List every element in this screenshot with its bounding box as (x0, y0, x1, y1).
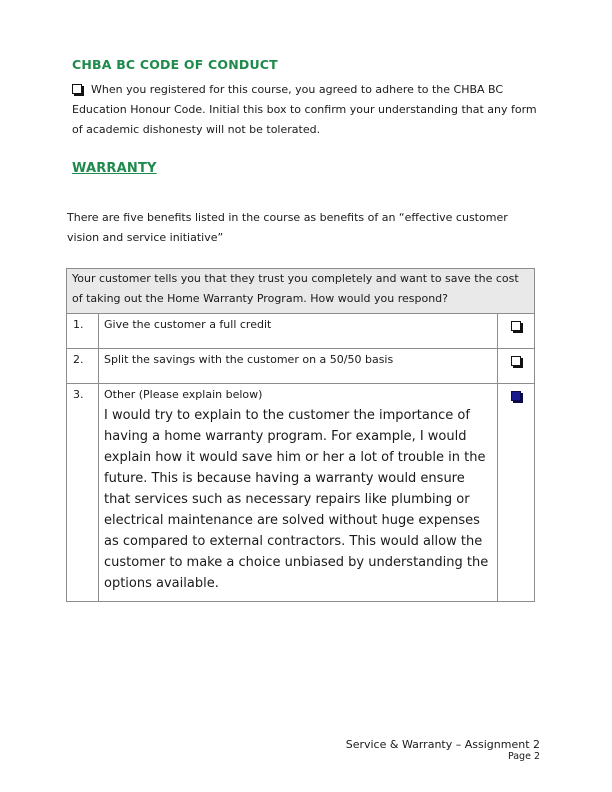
option-number: 2. (67, 349, 99, 384)
option-number: 3. (67, 384, 99, 602)
option-checkbox[interactable] (511, 356, 521, 366)
option-checkbox-cell (498, 384, 535, 602)
page-number: Page 2 (507, 751, 540, 762)
warranty-heading: WARRANTY (72, 161, 157, 176)
table-row (67, 314, 535, 349)
option-checkbox-cell (498, 314, 535, 349)
conduct-checkbox[interactable] (72, 84, 82, 94)
option-checkbox-checked[interactable] (511, 391, 521, 401)
table-row (67, 384, 535, 602)
page-footer (346, 739, 540, 763)
question-text: Your customer tells you that they trust you completely and want to save the cost of taking out the Home Warranty Program. How would you respond? (67, 269, 535, 314)
option-checkbox-cell (498, 349, 535, 384)
option-checkbox[interactable] (511, 321, 521, 331)
option-cell (99, 384, 498, 602)
conduct-text: When you registered for this course, you agreed to adhere to the CHBA BC Education Honour Code. Initial this box to confirm your understanding that any form of academic dishonesty will not be tolerated. (72, 83, 537, 136)
option-label: Give the customer a full credit (99, 314, 498, 349)
option-label: Split the savings with the customer on a 50/50 basis (99, 349, 498, 384)
question-table (66, 268, 535, 602)
footer-title: Service & Warranty – Assignment 2 (345, 738, 540, 751)
benefits-paragraph: There are five benefits listed in the course as benefits of an “effective customer vision and service initiative” (67, 211, 508, 244)
answer-text[interactable]: I would try to explain to the customer the importance of having a home warranty program. For example, I would explain how it would save him or her a lot of trouble in the future. This is because having a warranty would ensure that services such as necessary repairs like plumbing or electrical maintenance are solved without huge expenses as compared to external contractors. This would allow the customer to make a choice unbiased by understanding the options available. (104, 408, 489, 591)
conduct-heading: CHBA BC CODE OF CONDUCT (72, 57, 278, 72)
question-row (67, 269, 535, 314)
option-label: Other (Please explain below) (104, 388, 263, 401)
table-row (67, 349, 535, 384)
option-number: 1. (67, 314, 99, 349)
conduct-paragraph (72, 80, 547, 140)
